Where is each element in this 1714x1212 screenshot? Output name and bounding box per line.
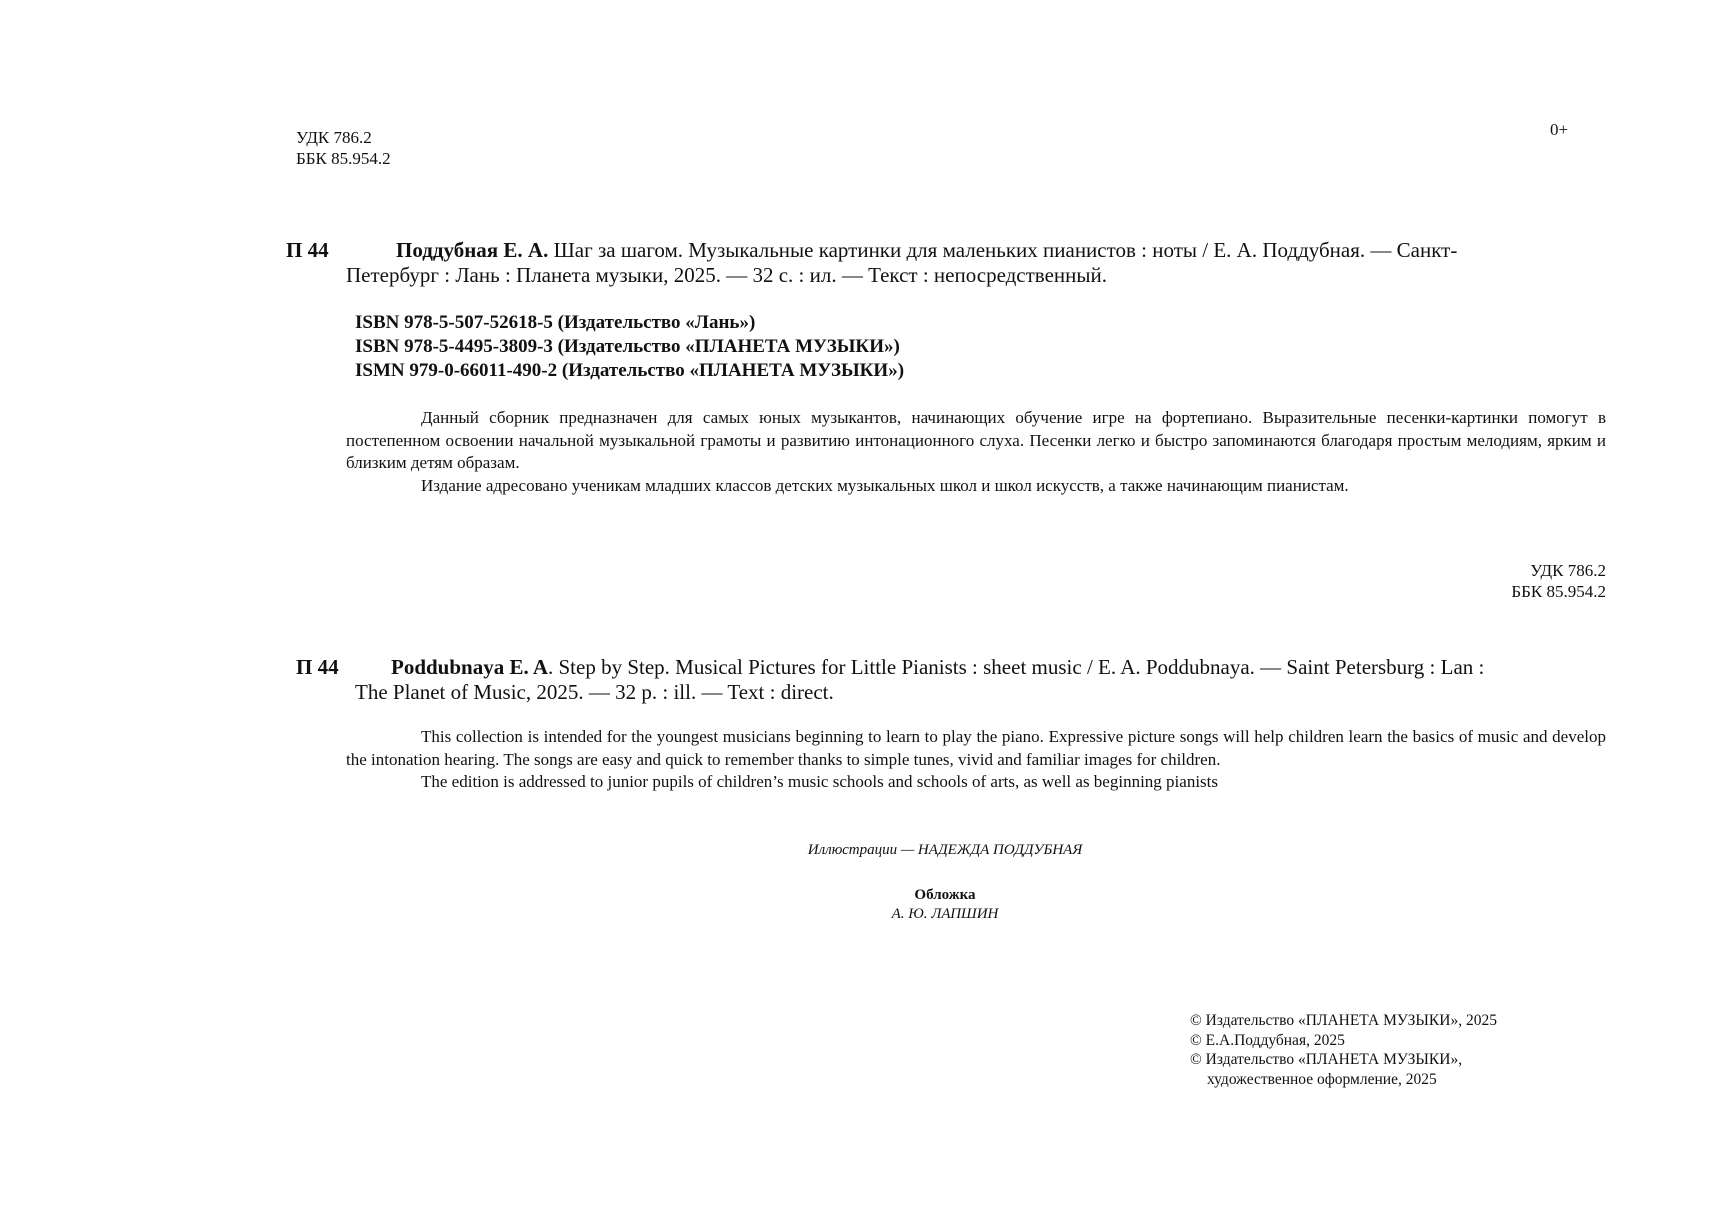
en-annotation: [346, 726, 1606, 794]
age-rating: 0+: [1550, 120, 1569, 139]
ismn-planeta: ISMN 979-0-66011-490-2 (Издательство «ПЛАНЕТА МУЗЫКИ»): [355, 360, 905, 381]
en-annotation-para1: This collection is intended for the youngest musicians beginning to learn to play the piano. Expressive picture songs will help children learn the basics of music and develop the intonation hearing. The songs are easy and quick to remember thanks to simple tunes, vivid and familiar images for children.: [346, 727, 1606, 769]
ru-entry-author: Поддубная Е. А.: [396, 238, 549, 262]
bbk-code-en: ББК 85.954.2: [1511, 582, 1606, 601]
ru-annotation-para1: Данный сборник предназначен для самых юных музыкантов, начинающих обучение игре на фортепиано. Выразительные песенки-картинки помогут в постепенном освоении начальной музыкальной грамоты и развитию интонационного слуха. Песенки легко и быстро запоминаются благодаря простым мелодиям, ярким и близким детям образам.: [346, 408, 1606, 472]
en-entry-code: П 44: [296, 655, 339, 679]
ru-entry-code: П 44: [286, 238, 329, 262]
cover-label: Обложка: [914, 887, 976, 903]
copyright-line-publisher: © Издательство «ПЛАНЕТА МУЗЫКИ», 2025: [1190, 1012, 1497, 1029]
en-entry-author: Poddubnaya E. A: [391, 655, 548, 679]
isbn-list: [355, 311, 904, 383]
copyright-line-design-cont: художественное оформление, 2025: [1207, 1070, 1437, 1088]
cover-author: А. Ю. ЛАПШИН: [891, 906, 999, 922]
ru-entry-title: Шаг за шагом. Музыкальные картинки для маленьких пианистов : ноты / Е. А. Поддубная. — Санкт-: [553, 238, 1458, 262]
bbk-code: ББК 85.954.2: [296, 149, 391, 168]
illustrations-credit: Иллюстрации — НАДЕЖДА ПОДДУБНАЯ: [807, 842, 1083, 858]
ru-entry-line2: Петербург : Лань : Планета музыки, 2025. — 32 с. : ил. — Текст : непосредственный.: [346, 263, 1107, 287]
copyright-line-author: © Е.А.Поддубная, 2025: [1190, 1031, 1345, 1049]
copyright-line-design: © Издательство «ПЛАНЕТА МУЗЫКИ»,: [1190, 1051, 1463, 1068]
udk-code-en: УДК 786.2: [1530, 561, 1606, 580]
isbn-lan: ISBN 978-5-507-52618-5 (Издательство «Лань»): [355, 312, 756, 333]
en-annotation-para2: The edition is addressed to junior pupils of children’s music schools and schools of arts, as well as beginning pianists: [421, 772, 1218, 791]
ru-annotation: [346, 407, 1606, 497]
mid-classification: [1511, 560, 1606, 602]
udk-code: УДК 786.2: [296, 128, 372, 147]
en-entry-line2: The Planet of Music, 2025. — 32 p. : ill. — Text : direct.: [355, 680, 834, 704]
isbn-planeta: ISBN 978-5-4495-3809-3 (Издательство «ПЛАНЕТА МУЗЫКИ»): [355, 336, 900, 357]
ru-annotation-para2: Издание адресовано ученикам младших классов детских музыкальных школ и школ искусств, а также начинающим пианистам.: [421, 475, 1349, 495]
en-entry-title: . Step by Step. Musical Pictures for Little Pianists : sheet music / E. A. Poddubnaya. — Saint Petersburg : Lan :: [548, 655, 1485, 679]
ru-entry-line1: [396, 238, 1457, 263]
top-classification: [296, 127, 391, 169]
en-entry-line1: [391, 655, 1484, 680]
copyright-block: [1190, 1011, 1497, 1089]
